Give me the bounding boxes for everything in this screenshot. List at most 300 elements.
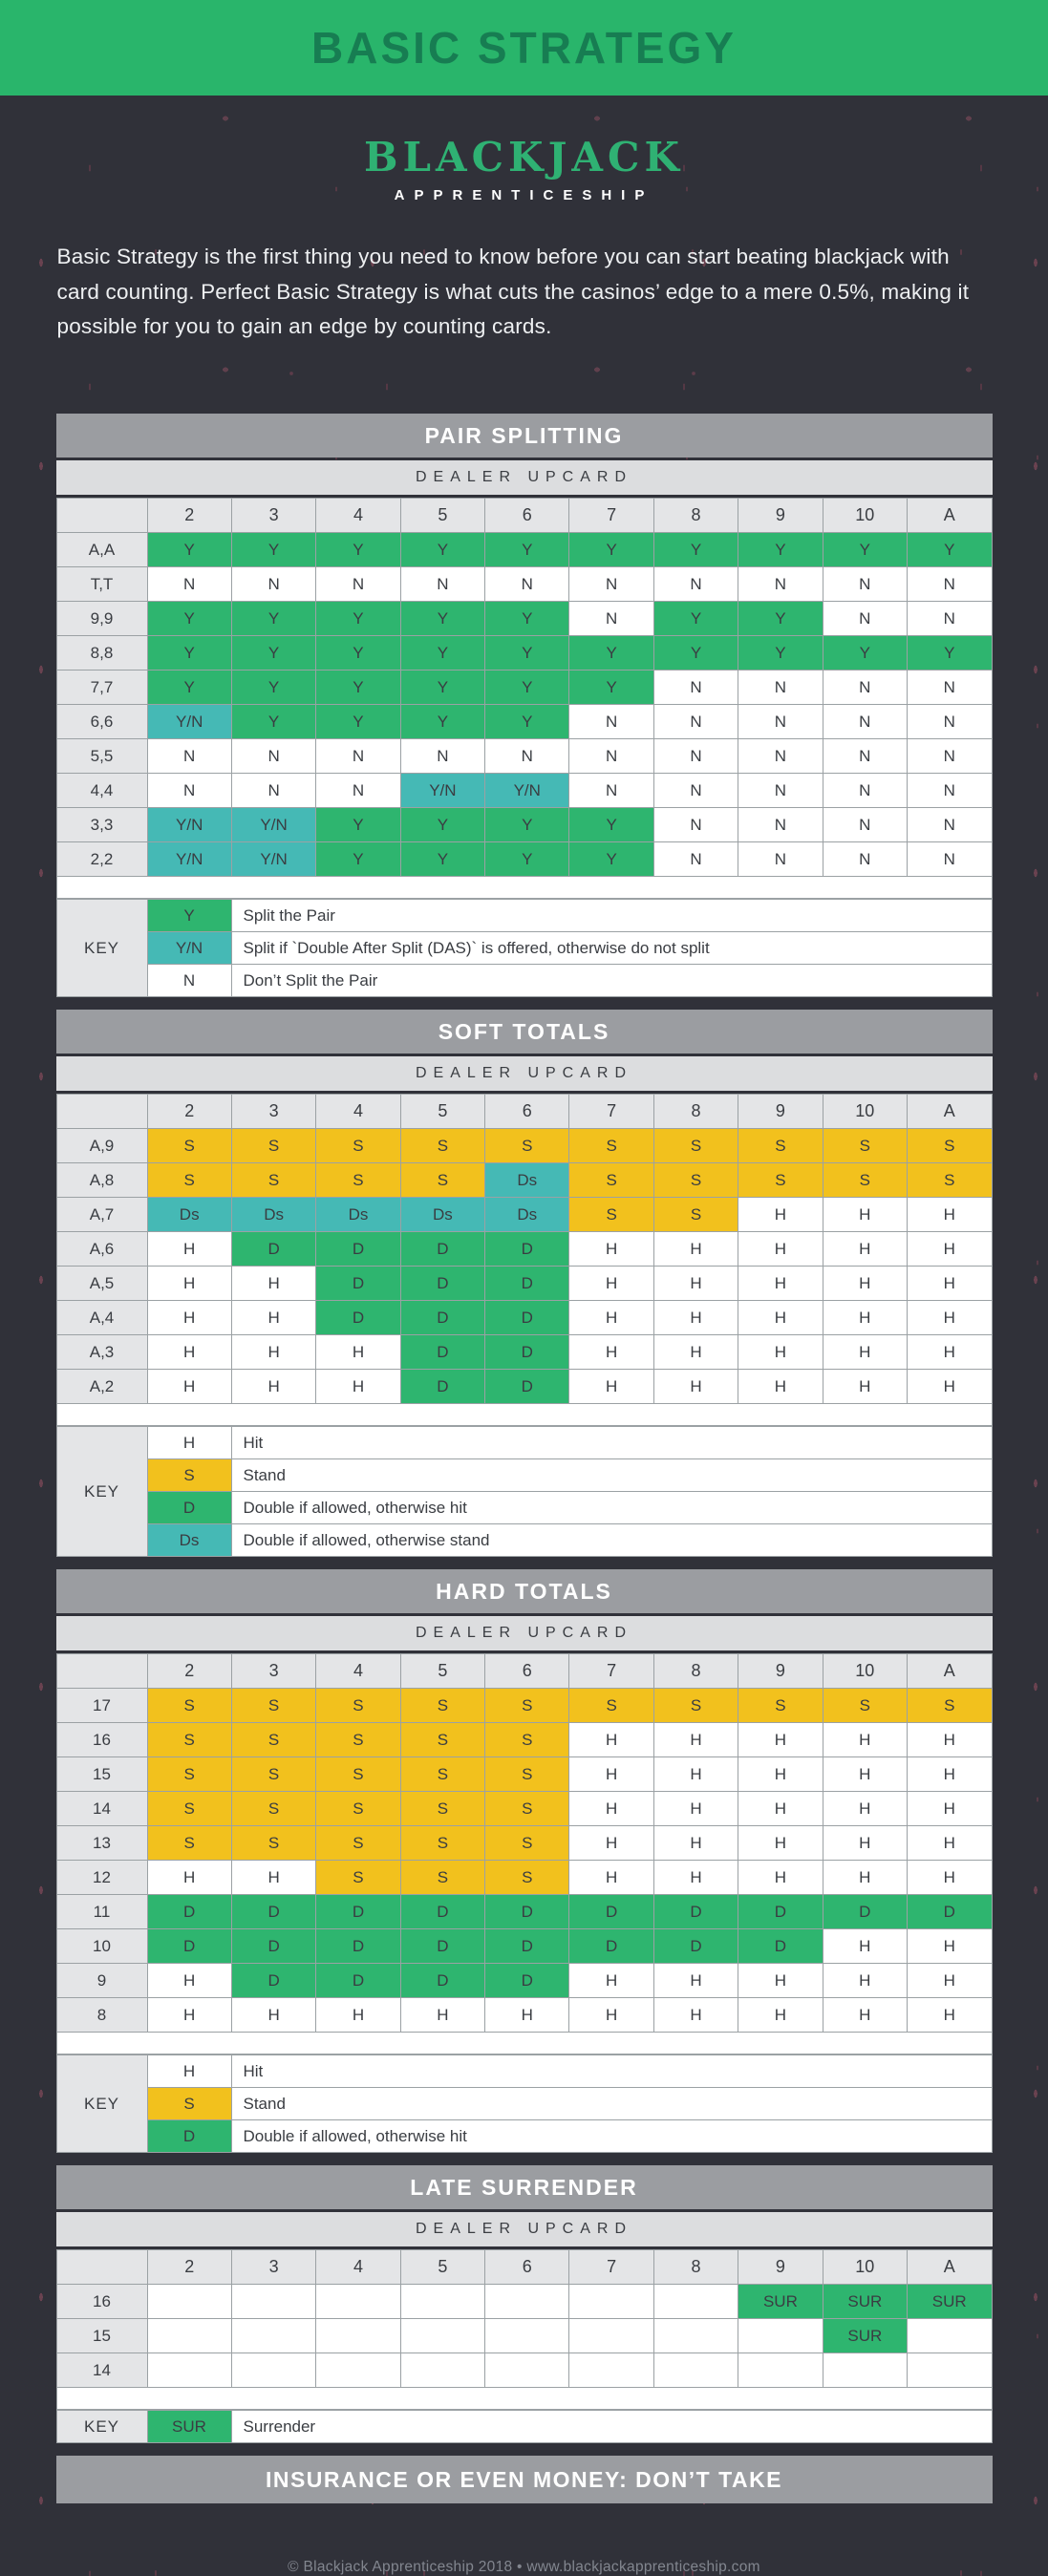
strategy-cell (653, 2319, 738, 2353)
column-header: 8 (653, 499, 738, 533)
column-header: 7 (569, 1095, 653, 1129)
insurance-note: INSURANCE OR EVEN MONEY: DON’T TAKE (56, 2456, 993, 2503)
strategy-cell: N (908, 705, 992, 739)
strategy-cell: H (908, 1370, 992, 1404)
key-table (56, 899, 993, 997)
strategy-cell: S (485, 1689, 569, 1723)
strategy-cell: Y (485, 602, 569, 636)
strategy-cell: N (738, 705, 823, 739)
table-row (56, 1301, 992, 1335)
strategy-cell: H (653, 1998, 738, 2033)
strategy-cell: N (823, 774, 907, 808)
strategy-cell: H (908, 1792, 992, 1826)
strategy-cell: Ds (231, 1198, 315, 1232)
table-row (56, 2319, 992, 2353)
spacer-cell (56, 1404, 992, 1426)
strategy-cell: S (400, 1792, 484, 1826)
strategy-cell: H (908, 1723, 992, 1757)
strategy-cell: H (147, 1267, 231, 1301)
row-label: A,7 (56, 1198, 147, 1232)
key-swatch: H (147, 2055, 231, 2088)
column-header: 2 (147, 499, 231, 533)
key-table (56, 2054, 993, 2153)
strategy-cell: H (316, 1335, 400, 1370)
strategy-cell: S (316, 1861, 400, 1895)
strategy-cell: Y (400, 671, 484, 705)
strategy-cell: H (653, 1792, 738, 1826)
key-swatch: H (147, 1427, 231, 1459)
strategy-cell (147, 2319, 231, 2353)
strategy-cell: S (316, 1689, 400, 1723)
column-header: A (908, 1654, 992, 1689)
strategy-cell: H (653, 1757, 738, 1792)
strategy-cell: Y/N (485, 774, 569, 808)
strategy-cell: N (231, 774, 315, 808)
strategy-cell: Y/N (231, 842, 315, 877)
strategy-cell: S (231, 1689, 315, 1723)
strategy-cell (400, 2285, 484, 2319)
strategy-cell: H (316, 1998, 400, 2033)
strategy-cell: N (908, 774, 992, 808)
table-row (56, 1998, 992, 2033)
strategy-cell: N (653, 567, 738, 602)
row-label: 8,8 (56, 636, 147, 671)
strategy-cell (485, 2285, 569, 2319)
strategy-cell: N (823, 705, 907, 739)
strategy-cell: N (823, 567, 907, 602)
strategy-cell: S (653, 1163, 738, 1198)
column-header: 9 (738, 1095, 823, 1129)
strategy-cell (400, 2319, 484, 2353)
strategy-cell: Y (485, 705, 569, 739)
strategy-cell: S (400, 1861, 484, 1895)
key-row (56, 932, 992, 965)
strategy-cell: D (400, 1370, 484, 1404)
strategy-cell: D (231, 1929, 315, 1964)
strategy-cell: S (400, 1826, 484, 1861)
strategy-cell: S (908, 1163, 992, 1198)
strategy-cell: N (147, 774, 231, 808)
strategy-cell: D (738, 1895, 823, 1929)
column-header: 6 (485, 2250, 569, 2285)
strategy-cell: H (823, 1929, 907, 1964)
table-row (56, 1826, 992, 1861)
strategy-cell: S (823, 1129, 907, 1163)
strategy-cell: H (738, 1370, 823, 1404)
row-label: 11 (56, 1895, 147, 1929)
strategy-cell: D (400, 1335, 484, 1370)
strategy-cell: Y (738, 533, 823, 567)
strategy-cell: N (908, 739, 992, 774)
strategy-cell (231, 2353, 315, 2388)
strategy-cell: S (231, 1792, 315, 1826)
strategy-cell: S (485, 1723, 569, 1757)
strategy-cell: N (823, 808, 907, 842)
strategy-cell: Y (400, 808, 484, 842)
strategy-cell: D (485, 1232, 569, 1267)
strategy-cell: S (569, 1198, 653, 1232)
strategy-cell: S (738, 1163, 823, 1198)
strategy-cell: S (147, 1163, 231, 1198)
strategy-cell: S (485, 1826, 569, 1861)
strategy-cell: H (908, 1301, 992, 1335)
strategy-cell: S (485, 1861, 569, 1895)
strategy-cell: Y/N (231, 808, 315, 842)
column-header: 3 (231, 2250, 315, 2285)
column-header: 10 (823, 2250, 907, 2285)
strategy-table (56, 2249, 993, 2410)
strategy-cell: H (400, 1998, 484, 2033)
strategy-cell: D (316, 1232, 400, 1267)
key-description: Hit (231, 2055, 992, 2088)
column-header: 6 (485, 499, 569, 533)
strategy-cell: D (400, 1301, 484, 1335)
column-header-row (56, 1654, 992, 1689)
strategy-cell: N (908, 602, 992, 636)
strategy-cell: H (147, 1998, 231, 2033)
strategy-cell: Y (231, 533, 315, 567)
strategy-cell (738, 2353, 823, 2388)
strategy-cell: N (908, 671, 992, 705)
strategy-cell: Y (569, 808, 653, 842)
strategy-cell: H (823, 1826, 907, 1861)
strategy-cell: S (738, 1689, 823, 1723)
strategy-cell (485, 2319, 569, 2353)
strategy-cell: N (823, 739, 907, 774)
strategy-cell: H (231, 1335, 315, 1370)
strategy-cell: S (485, 1757, 569, 1792)
strategy-cell: Ds (400, 1198, 484, 1232)
strategy-cell: S (316, 1826, 400, 1861)
strategy-cell: S (400, 1689, 484, 1723)
strategy-cell: H (569, 1998, 653, 2033)
strategy-cell: H (569, 1301, 653, 1335)
column-header: 4 (316, 499, 400, 533)
strategy-cell: H (823, 1792, 907, 1826)
strategy-cell: S (569, 1163, 653, 1198)
strategy-cell: S (738, 1129, 823, 1163)
strategy-cell (400, 2353, 484, 2388)
strategy-cell: D (485, 1370, 569, 1404)
strategy-cell: S (908, 1129, 992, 1163)
corner-cell (56, 1654, 147, 1689)
strategy-cell: Y (316, 602, 400, 636)
strategy-cell: S (147, 1757, 231, 1792)
key-row (56, 2055, 992, 2088)
strategy-cell: S (316, 1757, 400, 1792)
strategy-cell (147, 2285, 231, 2319)
table-row (56, 1267, 992, 1301)
strategy-cell: H (653, 1723, 738, 1757)
key-description: Surrender (231, 2411, 992, 2443)
column-header: 4 (316, 2250, 400, 2285)
strategy-cell: SUR (738, 2285, 823, 2319)
strategy-cell: D (231, 1232, 315, 1267)
strategy-cell: Ds (485, 1198, 569, 1232)
strategy-cell: N (908, 567, 992, 602)
key-description: Split the Pair (231, 900, 992, 932)
column-header: 3 (231, 1095, 315, 1129)
strategy-cell: S (231, 1826, 315, 1861)
strategy-cell: H (569, 1370, 653, 1404)
strategy-cell: SUR (908, 2285, 992, 2319)
strategy-cell: Y (316, 636, 400, 671)
strategy-cell: Y (231, 671, 315, 705)
strategy-cell: S (400, 1163, 484, 1198)
strategy-cell: Y (738, 636, 823, 671)
section-title: LATE SURRENDER (56, 2165, 993, 2209)
strategy-cell: S (653, 1689, 738, 1723)
key-row (56, 1427, 992, 1459)
dealer-upcard-label: DEALER UPCARD (56, 2212, 993, 2246)
strategy-cell: H (908, 1998, 992, 2033)
key-description: Stand (231, 1459, 992, 1492)
table-row (56, 739, 992, 774)
strategy-cell: S (485, 1792, 569, 1826)
strategy-table (56, 1094, 993, 1426)
strategy-cell: H (147, 1370, 231, 1404)
strategy-cell: Y (823, 636, 907, 671)
strategy-cell: Y (653, 636, 738, 671)
strategy-cell: H (908, 1335, 992, 1370)
strategy-cell: N (653, 808, 738, 842)
strategy-cell: D (316, 1964, 400, 1998)
strategy-cell: S (147, 1723, 231, 1757)
row-label: 17 (56, 1689, 147, 1723)
table-row (56, 1929, 992, 1964)
strategy-cell: H (738, 1335, 823, 1370)
strategy-cell: N (738, 842, 823, 877)
strategy-cell: H (231, 1301, 315, 1335)
column-header: 5 (400, 499, 484, 533)
strategy-cell: H (569, 1723, 653, 1757)
strategy-cell: D (316, 1929, 400, 1964)
strategy-cell: Y (316, 533, 400, 567)
strategy-cell: H (908, 1198, 992, 1232)
row-label: 4,4 (56, 774, 147, 808)
strategy-cell: D (231, 1964, 315, 1998)
spacer-row (56, 2388, 992, 2410)
strategy-cell: Y (569, 671, 653, 705)
strategy-cell: H (231, 1861, 315, 1895)
strategy-cell: H (653, 1301, 738, 1335)
section-late-surrender (56, 2165, 993, 2443)
strategy-cell: H (738, 1232, 823, 1267)
strategy-cell: H (823, 1301, 907, 1335)
strategy-cell: S (316, 1792, 400, 1826)
strategy-cell: N (316, 774, 400, 808)
strategy-cell: D (400, 1267, 484, 1301)
column-header: 10 (823, 1095, 907, 1129)
row-label: A,9 (56, 1129, 147, 1163)
strategy-cell: N (653, 671, 738, 705)
strategy-cell: H (908, 1757, 992, 1792)
key-swatch: S (147, 2088, 231, 2120)
strategy-cell: N (569, 567, 653, 602)
strategy-cell: Y (485, 671, 569, 705)
strategy-cell: D (653, 1895, 738, 1929)
key-description: Hit (231, 1427, 992, 1459)
column-header: 4 (316, 1095, 400, 1129)
row-label: A,A (56, 533, 147, 567)
strategy-cell: Y (908, 533, 992, 567)
strategy-sections (0, 414, 1048, 2443)
row-label: 9,9 (56, 602, 147, 636)
strategy-cell: H (908, 1929, 992, 1964)
table-row (56, 1895, 992, 1929)
strategy-cell: S (823, 1163, 907, 1198)
corner-cell (56, 1095, 147, 1129)
strategy-cell: N (569, 705, 653, 739)
page-title: BASIC STRATEGY (311, 23, 737, 73)
strategy-cell: H (908, 1861, 992, 1895)
corner-cell (56, 2250, 147, 2285)
strategy-cell: D (485, 1301, 569, 1335)
dealer-upcard-label: DEALER UPCARD (56, 1616, 993, 1650)
strategy-cell: N (738, 567, 823, 602)
table-row (56, 1129, 992, 1163)
table-row (56, 1792, 992, 1826)
row-label: 9 (56, 1964, 147, 1998)
key-description: Double if allowed, otherwise hit (231, 2120, 992, 2153)
strategy-cell: H (823, 1267, 907, 1301)
key-row (56, 1492, 992, 1524)
strategy-cell: Y (147, 636, 231, 671)
strategy-cell: D (147, 1929, 231, 1964)
strategy-cell: D (485, 1929, 569, 1964)
strategy-cell: H (823, 1198, 907, 1232)
strategy-cell: Ds (316, 1198, 400, 1232)
key-row (56, 965, 992, 997)
strategy-cell: D (400, 1895, 484, 1929)
brand-logo (0, 134, 1048, 203)
strategy-cell: H (823, 1723, 907, 1757)
strategy-cell: S (316, 1163, 400, 1198)
row-label: 3,3 (56, 808, 147, 842)
strategy-cell: Y (316, 808, 400, 842)
table-row (56, 705, 992, 739)
strategy-cell: S (569, 1689, 653, 1723)
strategy-cell: H (908, 1964, 992, 1998)
strategy-cell: Y (400, 533, 484, 567)
table-row (56, 1370, 992, 1404)
strategy-cell: H (653, 1861, 738, 1895)
strategy-cell: N (231, 739, 315, 774)
strategy-cell: D (400, 1964, 484, 1998)
strategy-table (56, 498, 993, 899)
key-label: KEY (56, 2055, 147, 2153)
strategy-cell: H (823, 1757, 907, 1792)
strategy-cell: H (908, 1267, 992, 1301)
row-label: 12 (56, 1861, 147, 1895)
strategy-cell: D (485, 1964, 569, 1998)
column-header-row (56, 499, 992, 533)
strategy-cell: N (738, 671, 823, 705)
strategy-cell: Y/N (147, 808, 231, 842)
strategy-cell: Y (316, 671, 400, 705)
strategy-cell: H (823, 1335, 907, 1370)
key-swatch: N (147, 965, 231, 997)
column-header: 5 (400, 1654, 484, 1689)
column-header-row (56, 2250, 992, 2285)
column-header: 2 (147, 2250, 231, 2285)
row-label: T,T (56, 567, 147, 602)
column-header: 9 (738, 2250, 823, 2285)
strategy-cell: N (400, 567, 484, 602)
column-header: 7 (569, 1654, 653, 1689)
table-row (56, 1335, 992, 1370)
column-header: A (908, 2250, 992, 2285)
column-header: 7 (569, 499, 653, 533)
column-header: 10 (823, 1654, 907, 1689)
strategy-cell: D (147, 1895, 231, 1929)
row-label: 13 (56, 1826, 147, 1861)
strategy-cell: N (823, 842, 907, 877)
column-header: 10 (823, 499, 907, 533)
row-label: A,5 (56, 1267, 147, 1301)
column-header: 5 (400, 1095, 484, 1129)
section-hard-totals (56, 1569, 993, 2153)
row-label: 14 (56, 2353, 147, 2388)
strategy-cell: N (653, 739, 738, 774)
strategy-cell: H (231, 1370, 315, 1404)
table-row (56, 1861, 992, 1895)
table-row (56, 808, 992, 842)
key-row (56, 2120, 992, 2153)
strategy-cell: H (569, 1792, 653, 1826)
row-label: 15 (56, 1757, 147, 1792)
strategy-cell: Y (485, 808, 569, 842)
spacer-row (56, 2033, 992, 2054)
strategy-cell (908, 2319, 992, 2353)
strategy-cell: D (485, 1335, 569, 1370)
key-swatch: D (147, 1492, 231, 1524)
strategy-cell: Y (908, 636, 992, 671)
column-header: 3 (231, 1654, 315, 1689)
strategy-cell: D (485, 1267, 569, 1301)
strategy-cell (653, 2285, 738, 2319)
strategy-cell: S (147, 1689, 231, 1723)
strategy-cell: H (823, 1861, 907, 1895)
strategy-cell: H (147, 1301, 231, 1335)
column-header: 6 (485, 1654, 569, 1689)
strategy-cell: D (316, 1267, 400, 1301)
strategy-cell: N (147, 567, 231, 602)
strategy-cell: Y/N (400, 774, 484, 808)
strategy-cell: H (823, 1964, 907, 1998)
strategy-cell: N (653, 774, 738, 808)
strategy-cell: Y (147, 671, 231, 705)
strategy-cell: Y (569, 636, 653, 671)
table-row (56, 1232, 992, 1267)
row-label: 6,6 (56, 705, 147, 739)
strategy-cell: D (738, 1929, 823, 1964)
strategy-cell: H (823, 1370, 907, 1404)
strategy-cell: H (569, 1964, 653, 1998)
strategy-cell: H (738, 1792, 823, 1826)
strategy-cell: S (147, 1129, 231, 1163)
strategy-cell: Y (400, 636, 484, 671)
strategy-table (56, 1653, 993, 2054)
key-row (56, 1524, 992, 1557)
strategy-cell: S (316, 1129, 400, 1163)
table-row (56, 1723, 992, 1757)
strategy-cell: S (147, 1826, 231, 1861)
column-header: 8 (653, 1095, 738, 1129)
strategy-cell: N (485, 739, 569, 774)
strategy-cell: H (653, 1964, 738, 1998)
strategy-cell (569, 2353, 653, 2388)
